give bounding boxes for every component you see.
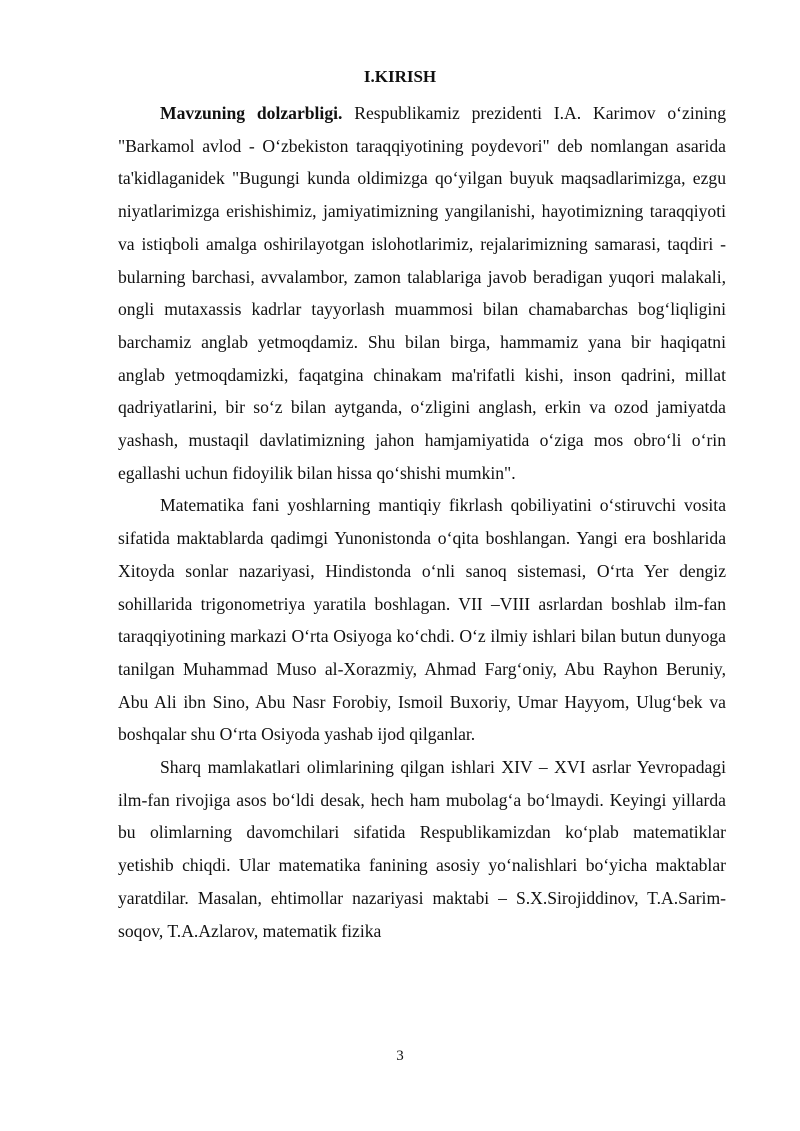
- page-number: 3: [396, 1048, 404, 1064]
- body-text: [118, 97, 726, 947]
- paragraph-scholars: [118, 751, 726, 947]
- paragraph-history: [118, 489, 726, 751]
- paragraph-text: Respublikamiz prezidenti I.A. Karimov o‘zining "Barkamol avlod - O‘zbekiston taraqqiyotining poydevori" deb nomlangan asarida ta'kidlaganidek "Bugungi kunda oldimizga qo‘yilgan buyuk maqsadlarimizga, ezgu niyatlarimizga erishishimiz, jamiyatimizning yangilanishi, hayotimizning taraqqiyoti va istiqboli amalga oshirilayotgan islohotlarimiz, rejalarimizning samarasi, taqdiri - bularning barchasi, avvalambor, zamon talablariga javob beradigan yuqori malakali, ongli mutaxassis kadrlar tayyorlash muammosi bilan chamabarchas bog‘liqligini barchamiz anglab yetmoqdamiz. Shu bilan birga, hammamiz yana bir haqiqatni anglab yetmoqdamizki, faqatgina chinakam ma'rifatli kishi, inson qadrini, millat qadriyatlarini, bir so‘z bilan aytganda, o‘zligini anglash, erkin va ozod jamiyatda yashash, mustaqil davlatimizning jahon hamjamiyatida o‘ziga mos obro‘li o‘rin egallashi uchun fidoyilik bilan hissa qo‘shishi mumkin".: [118, 103, 726, 483]
- paragraph-text: Sharq mamlakatlari olimlarining qilgan ishlari XIV – XVI asrlar Yevropadagi ilm-fan rivojiga asos bo‘ldi desak, hech ham mubolag‘a bo‘lmaydi. Keyingi yillarda bu olimlarning davomchilari sifatida Respublikamizdan ko‘plab matematiklar yetishib chiqdi. Ular matematika fanining asosiy yo‘nalishlari bo‘yicha maktablar yaratdilar. Masalan, ehtimollar nazariyasi maktabi – S.X.Sirojiddinov, T.A.Sarim-soqov, T.A.Azlarov, matematik fizika: [118, 757, 726, 941]
- section-heading: I.KIRISH: [363, 67, 437, 86]
- paragraph-text: Matematika fani yoshlarning mantiqiy fikrlash qobiliyatini o‘stiruvchi vosita sifatida maktablarda qadimgi Yunonistonda o‘qita boshlangan. Yangi era boshlarida Xitoyda sonlar nazariyasi, Hindistonda o‘nli sanoq sistemasi, O‘rta Yer dengiz sohillarida trigonometriya yaratila boshlagan. VII –VIII asrlardan boshlab ilm-fan taraqqiyotining markazi O‘rta Osiyoga ko‘chdi. O‘z ilmiy ishlari bilan butun dunyoga tanilgan Muhammad Muso al-Xorazmiy, Ahmad Farg‘oniy, Abu Rayhon Beruniy, Abu Ali ibn Sino, Abu Nasr Forobiy, Ismoil Buxoriy, Umar Hayyom, Ulug‘bek va boshqalar shu O‘rta Osiyoda yashab ijod qilganlar.: [118, 495, 726, 745]
- paragraph-lead: Mavzuning dolzarbligi.: [160, 103, 343, 123]
- paragraph-relevance: [118, 97, 726, 489]
